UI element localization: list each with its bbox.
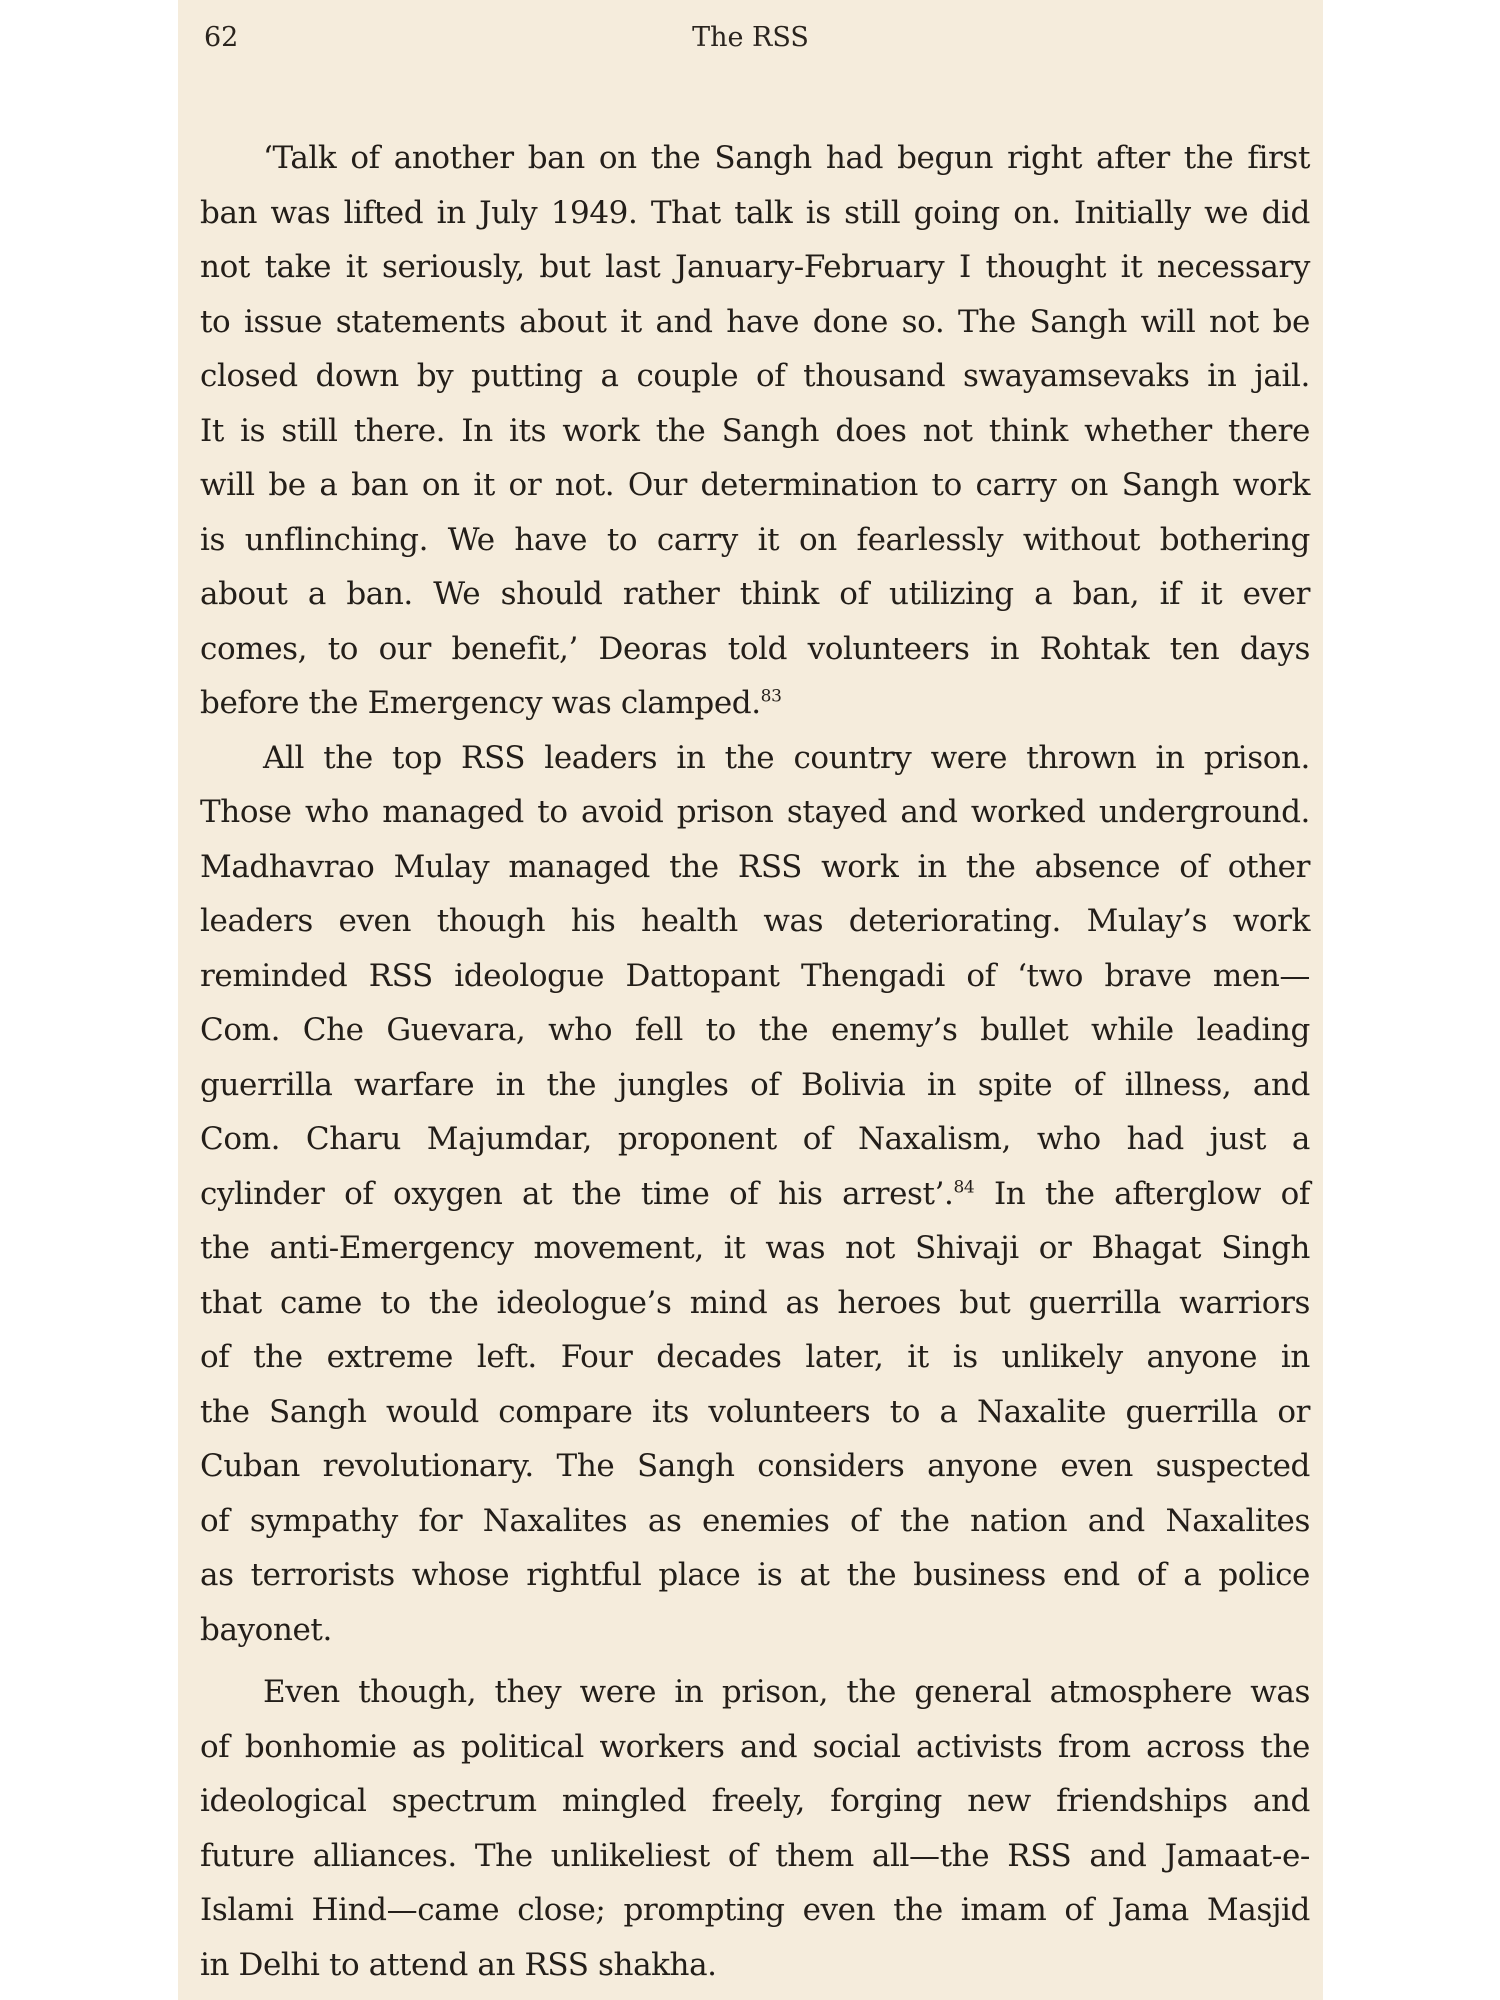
text-line: leaders even though his health was deteriorating. Mulay’s work: [200, 903, 1310, 939]
text-line: Cuban revolutionary. The Sangh considers anyone even suspected: [200, 1448, 1310, 1484]
footnote-ref: 83: [760, 686, 782, 707]
text-fragment: In the afterglow of: [974, 1175, 1310, 1212]
text-line: ‘Talk of another ban on the Sangh had begun right after the first: [263, 140, 1310, 176]
text-fragment: before the Emergency was clamped.: [200, 685, 761, 721]
paragraph-2: [200, 731, 1310, 1658]
text-line: Even though, they were in prison, the general atmosphere was: [263, 1674, 1310, 1710]
body-text: [200, 131, 1310, 1992]
text-line: the Sangh would compare its volunteers to a Naxalite guerrilla or: [200, 1393, 1310, 1430]
text-line: ideological spectrum mingled freely, forging new friendships and: [200, 1783, 1310, 1819]
text-line: Islami Hind—came close; prompting even the imam of Jama Masjid: [200, 1892, 1310, 1928]
text-line: bayonet.: [200, 1611, 332, 1648]
text-line: of the extreme left. Four decades later, it is unlikely anyone in: [200, 1339, 1310, 1375]
page-header: [178, 22, 1323, 62]
text-line: that came to the ideologue’s mind as heroes but guerrilla warriors: [200, 1284, 1310, 1321]
footnote-ref: 84: [953, 1177, 975, 1198]
text-line: of bonhomie as political workers and social activists from across the: [200, 1728, 1310, 1765]
text-line: not take it seriously, but last January-February I thought it necessary: [200, 249, 1310, 285]
text-line: Madhavrao Mulay managed the RSS work in the absence of other: [200, 848, 1310, 885]
text-line: of sympathy for Naxalites as enemies of the nation and Naxalites: [200, 1502, 1310, 1539]
text-line: in Delhi to attend an RSS shakha.: [200, 1946, 717, 1983]
text-line: future alliances. The unlikeliest of them all—the RSS and Jamaat-e-: [200, 1837, 1310, 1874]
text-line: closed down by putting a couple of thousand swayamsevaks in jail.: [200, 358, 1310, 394]
text-line: about a ban. We should rather think of utilizing a ban, if it ever: [200, 576, 1310, 612]
text-line: ban was lifted in July 1949. That talk is still going on. Initially we did: [200, 194, 1310, 231]
text-line: comes, to our benefit,’ Deoras told volunteers in Rohtak ten days: [200, 630, 1310, 667]
text-fragment: cylinder of oxygen at the time of his arrest’.: [200, 1175, 954, 1212]
text-line: is unflinching. We have to carry it on fearlessly without bothering: [200, 521, 1310, 558]
text-line: [200, 676, 1310, 731]
book-page: [178, 0, 1323, 2000]
text-line: will be a ban on it or not. Our determination to carry on Sangh work: [200, 467, 1310, 503]
text-line: [200, 1167, 1310, 1222]
text-line: Those who managed to avoid prison stayed and worked underground.: [200, 794, 1310, 830]
text-line: It is still there. In its work the Sangh does not think whether there: [200, 412, 1310, 449]
text-line: All the top RSS leaders in the country were thrown in prison.: [263, 739, 1310, 776]
paragraph-1: [200, 131, 1310, 731]
text-line: reminded RSS ideologue Dattopant Thengadi of ‘two brave men—: [200, 957, 1310, 994]
running-head: The RSS: [692, 22, 809, 53]
text-line: the anti-Emergency movement, it was not Shivaji or Bhagat Singh: [200, 1230, 1310, 1266]
text-line: Com. Charu Majumdar, proponent of Naxalism, who had just a: [200, 1121, 1310, 1157]
paragraph-3: [200, 1665, 1310, 1992]
page-number: 62: [204, 22, 239, 53]
text-line: guerrilla warfare in the jungles of Bolivia in spite of illness, and: [200, 1066, 1310, 1103]
text-line: Com. Che Guevara, who fell to the enemy’s bullet while leading: [200, 1012, 1310, 1048]
text-line: as terrorists whose rightful place is at the business end of a police: [200, 1557, 1310, 1593]
text-line: to issue statements about it and have done so. The Sangh will not be: [200, 303, 1310, 340]
